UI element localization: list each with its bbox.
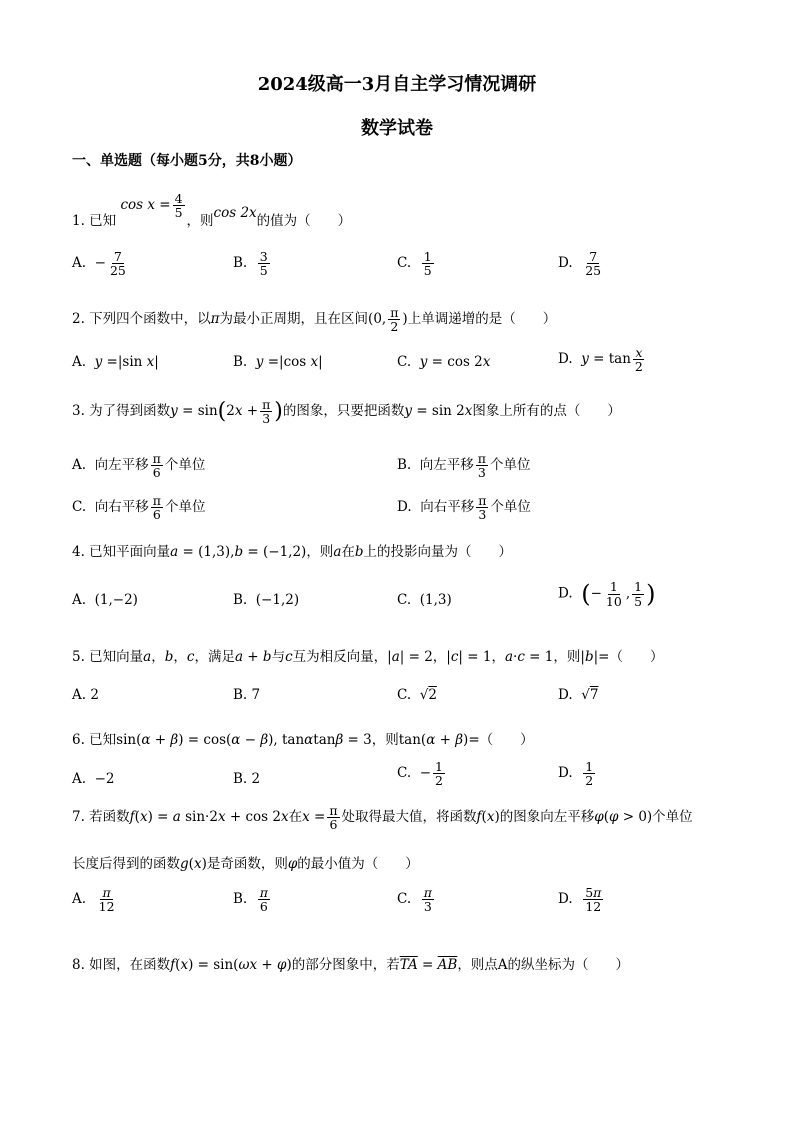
q5-option-b[interactable]: B. 7 bbox=[233, 687, 261, 703]
q5-option-a[interactable]: A. 2 bbox=[72, 687, 99, 703]
q1-option-a[interactable]: A. − $\frac{7}{25}$ bbox=[72, 249, 126, 279]
q7-option-b[interactable]: B. $\frac{\pi}{6}$ bbox=[233, 885, 269, 915]
q3-option-a[interactable]: A. 向左平移 $\frac{\pi}{6}$ 个单位 bbox=[72, 451, 206, 481]
q2-option-c[interactable]: C. y = cos 2x bbox=[397, 354, 491, 370]
q7-option-d[interactable]: D. $\frac{5\pi}{12}$ bbox=[558, 885, 602, 915]
q2-option-a[interactable]: A. y =|sin x| bbox=[72, 354, 159, 370]
q3-option-b[interactable]: B. 向左平移 $\frac{\pi}{3}$ 个单位 bbox=[397, 451, 531, 481]
question-5: 5. 已知向量a，b，c，满足a + b与c互为相反向量，|a| = 2，|c| = 1，a·c = 1，则|b|=（ ） bbox=[72, 649, 664, 665]
q2-option-b[interactable]: B. y =|cos x| bbox=[233, 354, 323, 370]
q6-option-c[interactable]: C. − $\frac{1}{2}$ bbox=[397, 759, 443, 789]
q4-option-c[interactable]: C. (1,3) bbox=[397, 592, 452, 608]
question-6: 6. 已知sin(α + β) = cos(α − β), tanαtanβ = 3，则tan(α + β)=（ ） bbox=[72, 732, 534, 748]
q5-option-d[interactable]: D. √7 bbox=[558, 687, 599, 703]
section-heading: 一、单选题（每小题5分，共8小题） bbox=[72, 153, 302, 169]
exam-subtitle: 数学试卷 bbox=[361, 118, 433, 139]
question-2: 2. 下列四个函数中，以π为最小正周期，且在区间(0, $\frac{\pi}{2}$ )上单调递增的是（ ） bbox=[72, 305, 557, 335]
question-7: 7. 若函数f(x) = a sin·2x + cos 2x在x = $\frac{\pi}{6}$ 处取得最大值，将函数f(x)的图象向左平移φ(φ > 0)个单位 bbox=[72, 803, 693, 833]
q3-option-d[interactable]: D. 向右平移 $\frac{\pi}{3}$ 个单位 bbox=[397, 493, 531, 523]
q7-option-c[interactable]: C. $\frac{\pi}{3}$ bbox=[397, 885, 432, 915]
q6-option-d[interactable]: D. $\frac{1}{2}$ bbox=[558, 759, 594, 789]
question-7-cont: 长度后得到的函数g(x)是奇函数，则φ的最小值为（ ） bbox=[72, 856, 419, 872]
q4-option-a[interactable]: A. (1,−2) bbox=[72, 592, 138, 608]
q7-option-a[interactable]: A. $\frac{\pi}{12}$ bbox=[72, 885, 115, 915]
q4-option-d[interactable]: D. (− $\frac{1}{10}$ , $\frac{1}{5}$ ) bbox=[558, 579, 656, 609]
question-4: 4. 已知平面向量a = (1,3),b = (−1,2)，则a在b上的投影向量为（ ） bbox=[72, 544, 513, 560]
question-1: 1. 已知 cos x = $\frac{4}{5}$ ，则cos 2x的值为（ ） bbox=[72, 191, 352, 230]
q2-option-d[interactable]: D. y = tan $\frac{x}{2}$ bbox=[558, 345, 643, 375]
q1-option-c[interactable]: C. $\frac{1}{5}$ bbox=[397, 249, 432, 279]
exam-title: 2024级高一3月自主学习情况调研 bbox=[257, 74, 537, 95]
q1-option-b[interactable]: B. $\frac{3}{5}$ bbox=[233, 249, 268, 279]
q4-option-b[interactable]: B. (−1,2) bbox=[233, 592, 300, 608]
question-3: 3. 为了得到函数y = sin(2x + $\frac{\pi}{3}$ )的图象，只要把函数y = sin 2x图象上所有的点（ ） bbox=[72, 397, 621, 427]
q6-option-b[interactable]: B. 2 bbox=[233, 771, 261, 787]
q5-option-c[interactable]: C. √2 bbox=[397, 687, 437, 703]
q6-option-a[interactable]: A. −2 bbox=[72, 771, 115, 787]
q3-option-c[interactable]: C. 向右平移 $\frac{\pi}{6}$ 个单位 bbox=[72, 493, 206, 523]
q1-option-d[interactable]: D. $\frac{7}{25}$ bbox=[558, 249, 602, 279]
question-8: 8. 如图，在函数f(x) = sin(ωx + φ)的部分图象中，若$\overline{TA} = \overline{AB}$，则点A的纵坐标为（ ） bbox=[72, 957, 630, 973]
